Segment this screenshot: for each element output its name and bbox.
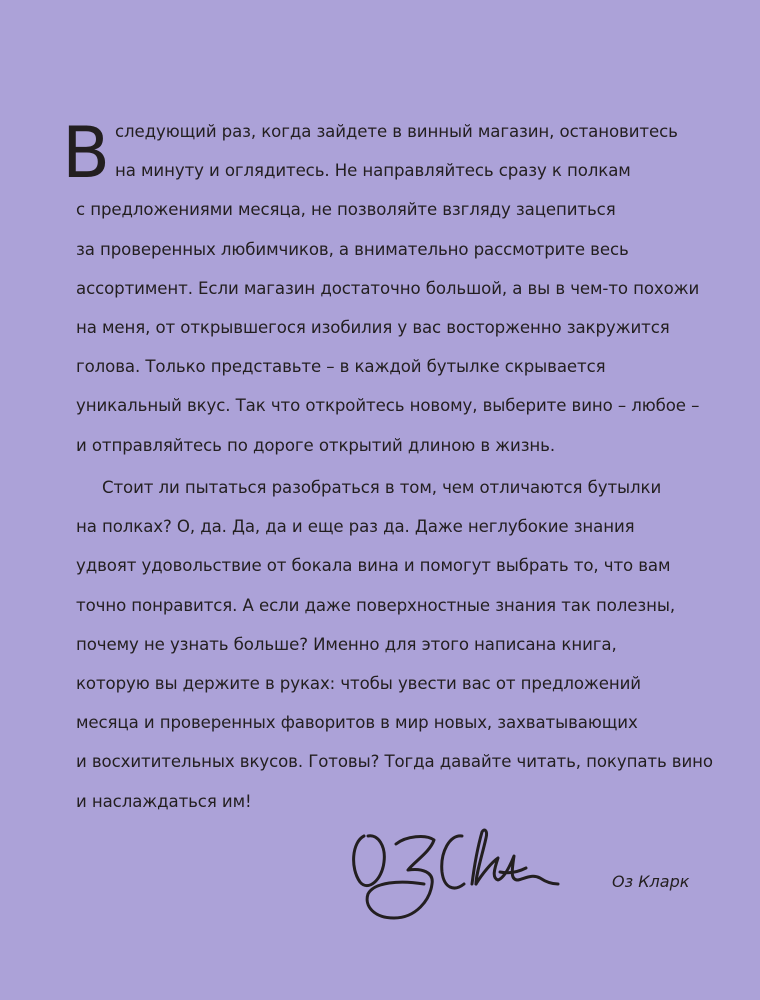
text-line: которую вы держите в руках: чтобы увести вас от предложений bbox=[76, 673, 641, 693]
text-line: голова. Только представьте – в каждой бутылке скрывается bbox=[76, 357, 606, 377]
signature-icon bbox=[342, 822, 562, 922]
text-line: Стоит ли пытаться разобраться в том, чем отличаются бутылки bbox=[102, 478, 662, 497]
text-line: на полках? О, да. Да, да и еще раз да. Даже неглубокие знания bbox=[76, 517, 635, 537]
text-line: уникальный вкус. Так что откройтесь новому, выберите вино – любое – bbox=[76, 396, 700, 416]
text-line: с предложениями месяца, не позволяйте взгляду зацепиться bbox=[76, 200, 616, 220]
text-line: на меня, от открывшегося изобилия у вас восторженно закружится bbox=[76, 317, 670, 337]
text-line: и отправляйтесь по дороге открытий длиною в жизнь. bbox=[76, 435, 556, 455]
text-line: и наслаждаться им! bbox=[76, 791, 252, 811]
text-line: на минуту и оглядитесь. Не направляйтесь сразу к полкам bbox=[115, 161, 631, 181]
text-line: месяца и проверенных фаворитов в мир новых, захватывающих bbox=[76, 713, 638, 733]
text-line: следующий раз, когда зайдете в винный магазин, остановитесь bbox=[115, 122, 678, 141]
text-line: и восхитительных вкусов. Готовы? Тогда давайте читать, покупать вино bbox=[76, 752, 713, 772]
text-line: почему не узнать больше? Именно для этого написана книга, bbox=[76, 634, 617, 654]
paragraph-second bbox=[76, 468, 713, 821]
author-name: Оз Кларк bbox=[612, 872, 690, 891]
drop-cap: В bbox=[62, 112, 110, 194]
paragraph-intro bbox=[62, 112, 700, 465]
text-line: удвоят удовольствие от бокала вина и помогут выбрать то, что вам bbox=[76, 556, 671, 576]
text-line: точно понравится. А если даже поверхностные знания так полезны, bbox=[76, 595, 676, 615]
text-line: ассортимент. Если магазин достаточно большой, а вы в чем-то похожи bbox=[76, 278, 700, 298]
text-line: за проверенных любимчиков, а внимательно рассмотрите весь bbox=[76, 239, 629, 259]
